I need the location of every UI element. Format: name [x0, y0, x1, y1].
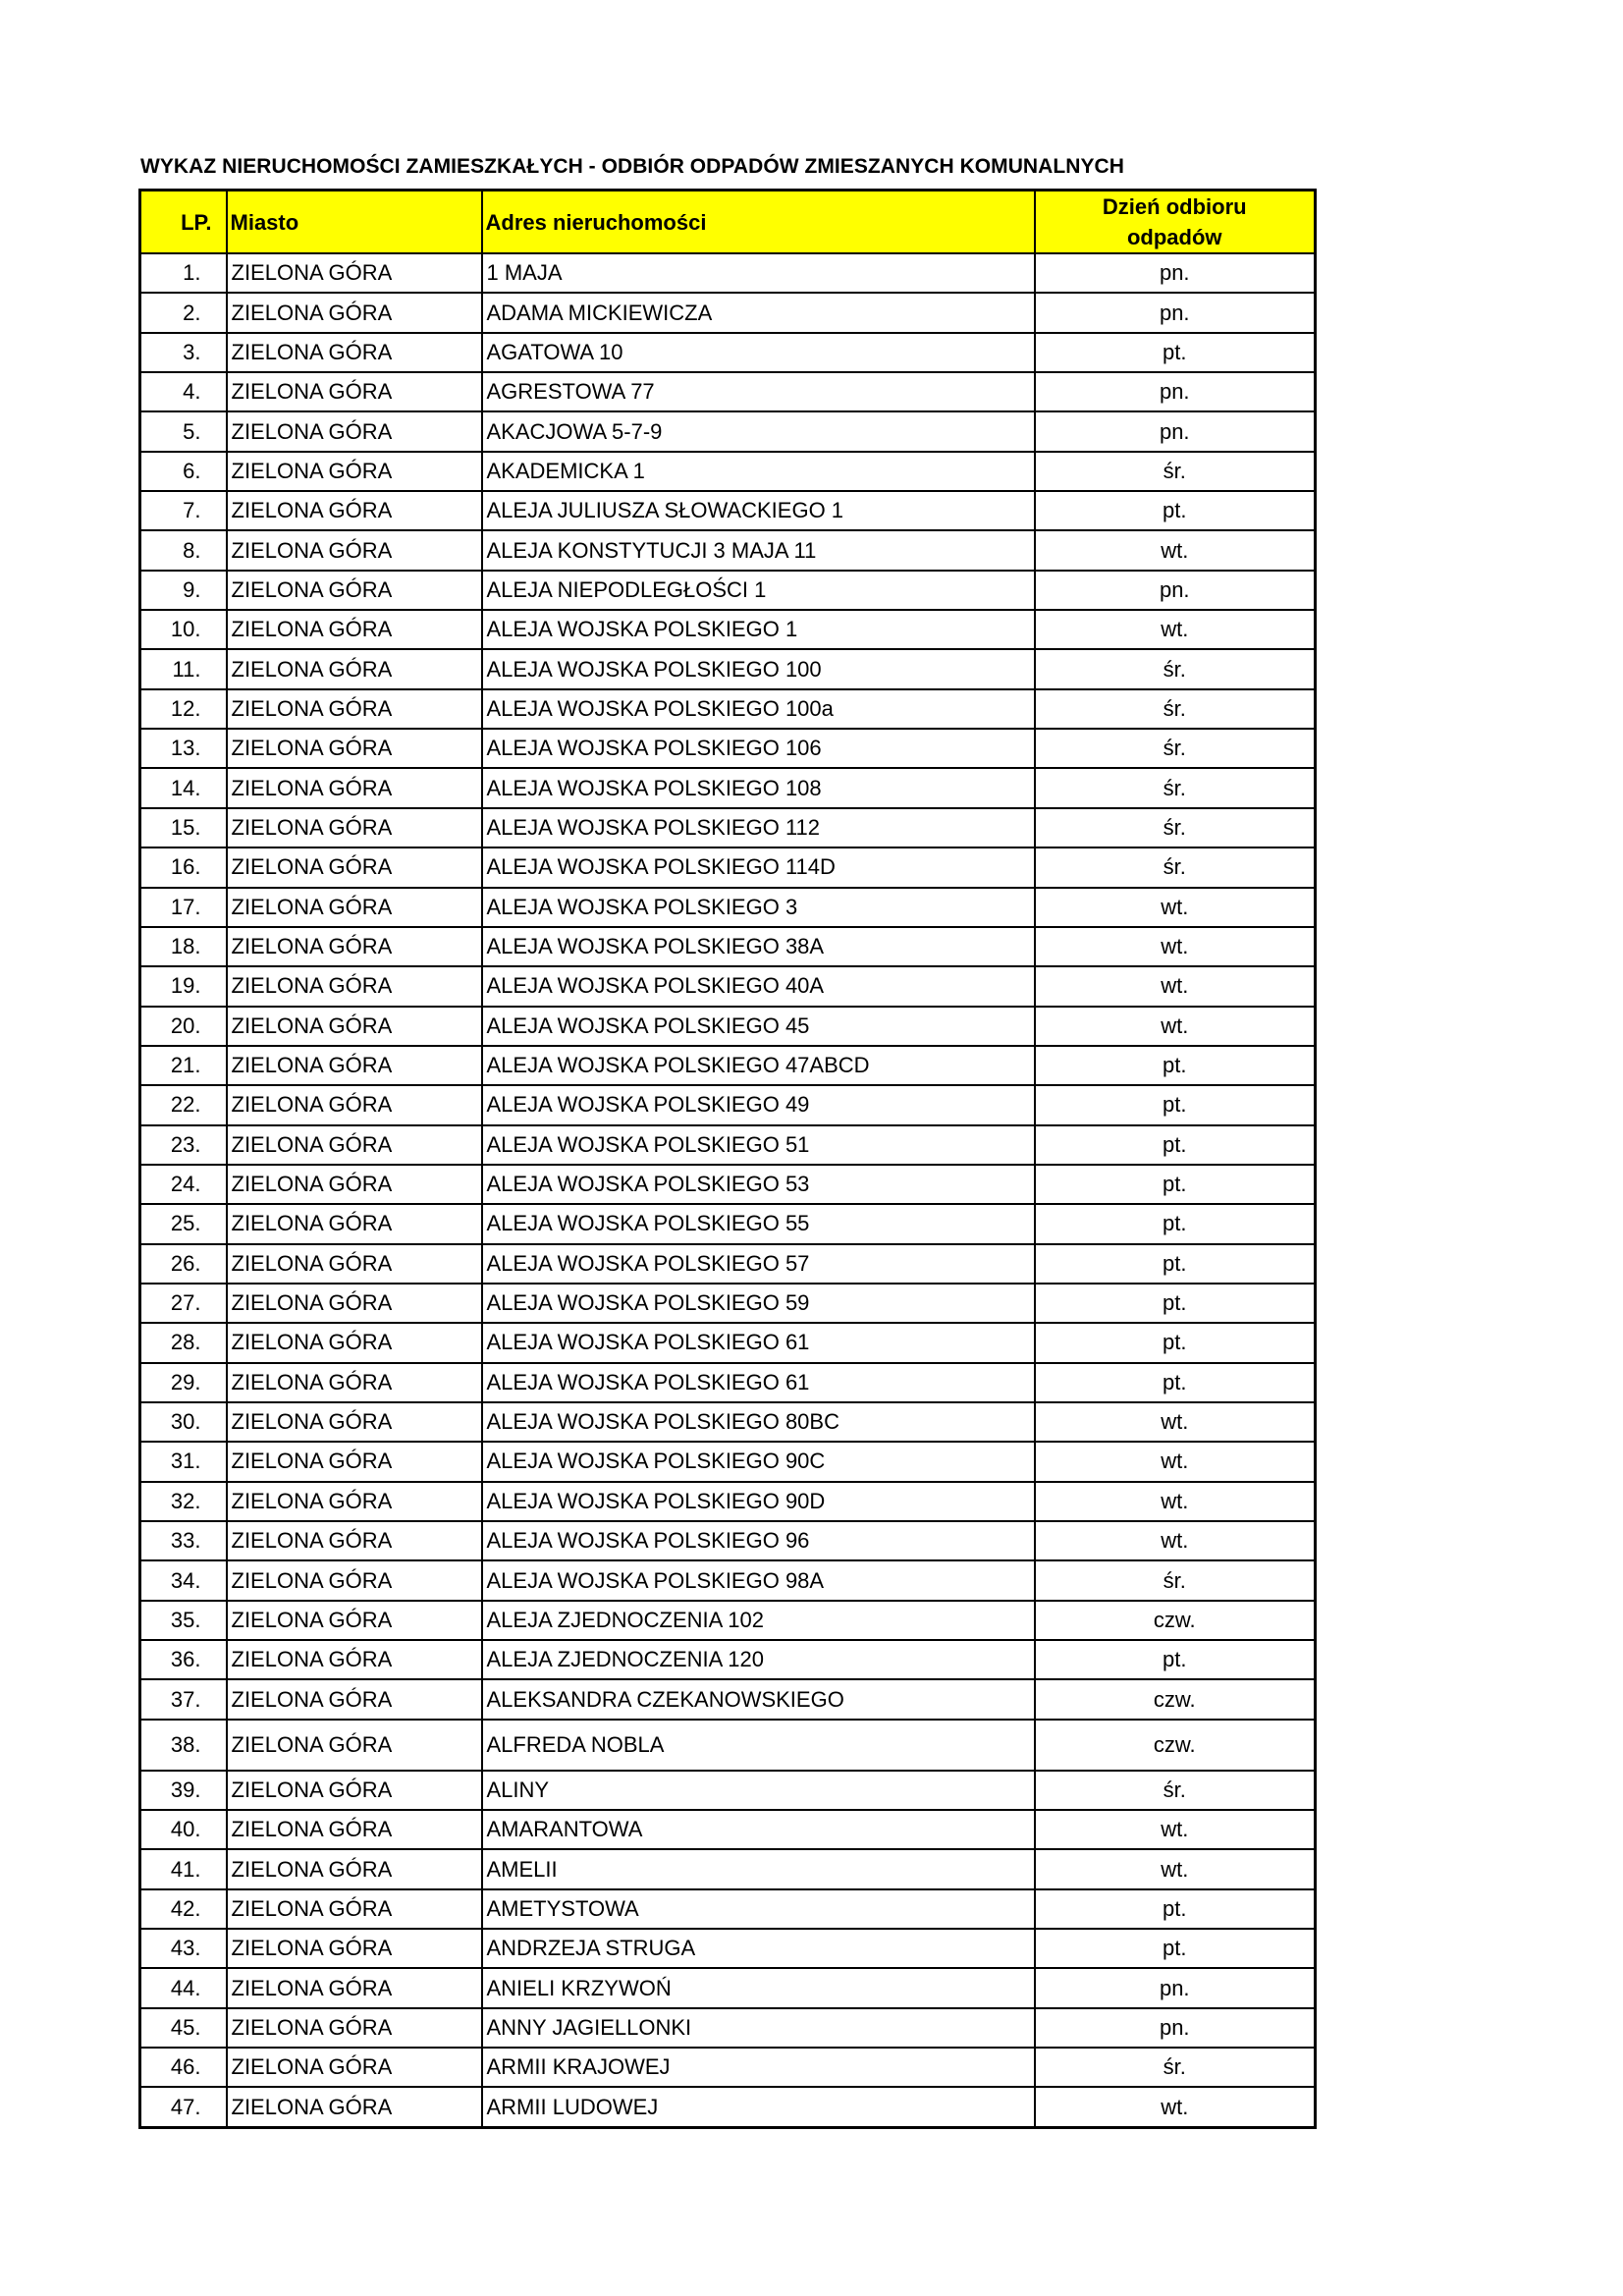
- row-collection-day-cell: czw.: [1035, 1720, 1316, 1771]
- row-address-cell: ALEJA WOJSKA POLSKIEGO 96: [482, 1521, 1035, 1560]
- row-address-cell: AGRESTOWA 77: [482, 372, 1035, 411]
- row-collection-day-cell: pt.: [1035, 1929, 1316, 1968]
- table-row: [140, 927, 1316, 966]
- table-row: [140, 808, 1316, 847]
- row-address-cell: 1 MAJA: [482, 253, 1035, 293]
- row-city-cell: ZIELONA GÓRA: [227, 689, 482, 729]
- row-lp-cell: 30.: [140, 1402, 227, 1442]
- column-header-collection-day-line1: Dzień odbioru: [1102, 194, 1247, 219]
- row-lp-cell: 19.: [140, 966, 227, 1006]
- table-row: [140, 1560, 1316, 1600]
- row-city-cell: ZIELONA GÓRA: [227, 2087, 482, 2127]
- row-address-cell: ALEJA WOJSKA POLSKIEGO 38A: [482, 927, 1035, 966]
- row-address-cell: ALEJA WOJSKA POLSKIEGO 100a: [482, 689, 1035, 729]
- row-lp-cell: 5.: [140, 411, 227, 451]
- row-address-cell: ALEJA WOJSKA POLSKIEGO 112: [482, 808, 1035, 847]
- table-row: [140, 1889, 1316, 1929]
- table-row: [140, 1968, 1316, 2007]
- row-city-cell: ZIELONA GÓRA: [227, 491, 482, 530]
- row-lp-cell: 34.: [140, 1560, 227, 1600]
- table-row: [140, 2008, 1316, 2048]
- row-lp-cell: 22.: [140, 1085, 227, 1124]
- row-collection-day-cell: pt.: [1035, 333, 1316, 372]
- row-city-cell: ZIELONA GÓRA: [227, 808, 482, 847]
- row-city-cell: ZIELONA GÓRA: [227, 888, 482, 927]
- row-collection-day-cell: śr.: [1035, 768, 1316, 807]
- row-lp-cell: 21.: [140, 1046, 227, 1085]
- row-collection-day-cell: czw.: [1035, 1679, 1316, 1719]
- waste-collection-table: [138, 189, 1317, 2129]
- row-collection-day-cell: śr.: [1035, 729, 1316, 768]
- row-collection-day-cell: pt.: [1035, 1046, 1316, 1085]
- table-row: [140, 1720, 1316, 1771]
- row-city-cell: ZIELONA GÓRA: [227, 927, 482, 966]
- row-city-cell: ZIELONA GÓRA: [227, 1720, 482, 1771]
- row-collection-day-cell: pt.: [1035, 1284, 1316, 1323]
- row-address-cell: ALEJA WOJSKA POLSKIEGO 57: [482, 1244, 1035, 1284]
- row-collection-day-cell: czw.: [1035, 1601, 1316, 1640]
- row-lp-cell: 35.: [140, 1601, 227, 1640]
- row-lp-cell: 8.: [140, 530, 227, 570]
- row-address-cell: ALEJA ZJEDNOCZENIA 102: [482, 1601, 1035, 1640]
- row-collection-day-cell: wt.: [1035, 1402, 1316, 1442]
- row-collection-day-cell: pt.: [1035, 1165, 1316, 1204]
- row-city-cell: ZIELONA GÓRA: [227, 768, 482, 807]
- row-address-cell: ANIELI KRZYWOŃ: [482, 1968, 1035, 2007]
- row-lp-cell: 31.: [140, 1442, 227, 1481]
- row-lp-cell: 23.: [140, 1125, 227, 1165]
- row-address-cell: ALEJA WOJSKA POLSKIEGO 1: [482, 610, 1035, 649]
- row-address-cell: ALEJA WOJSKA POLSKIEGO 90C: [482, 1442, 1035, 1481]
- row-collection-day-cell: wt.: [1035, 966, 1316, 1006]
- row-collection-day-cell: śr.: [1035, 808, 1316, 847]
- row-collection-day-cell: pt.: [1035, 1244, 1316, 1284]
- table-header-row: [140, 191, 1316, 254]
- row-collection-day-cell: śr.: [1035, 689, 1316, 729]
- row-city-cell: ZIELONA GÓRA: [227, 1771, 482, 1810]
- table-row: [140, 333, 1316, 372]
- row-city-cell: ZIELONA GÓRA: [227, 1482, 482, 1521]
- table-row: [140, 1204, 1316, 1243]
- row-lp-cell: 16.: [140, 847, 227, 887]
- row-city-cell: ZIELONA GÓRA: [227, 729, 482, 768]
- table-row: [140, 1810, 1316, 1849]
- row-address-cell: ALEJA WOJSKA POLSKIEGO 61: [482, 1323, 1035, 1362]
- row-collection-day-cell: wt.: [1035, 2087, 1316, 2127]
- row-collection-day-cell: wt.: [1035, 1521, 1316, 1560]
- row-lp-cell: 25.: [140, 1204, 227, 1243]
- row-lp-cell: 37.: [140, 1679, 227, 1719]
- row-lp-cell: 18.: [140, 927, 227, 966]
- row-city-cell: ZIELONA GÓRA: [227, 649, 482, 688]
- row-city-cell: ZIELONA GÓRA: [227, 372, 482, 411]
- row-city-cell: ZIELONA GÓRA: [227, 293, 482, 332]
- table-row: [140, 411, 1316, 451]
- table-row: [140, 253, 1316, 293]
- table-row: [140, 491, 1316, 530]
- row-address-cell: ALEJA JULIUSZA SŁOWACKIEGO 1: [482, 491, 1035, 530]
- row-city-cell: ZIELONA GÓRA: [227, 253, 482, 293]
- row-lp-cell: 4.: [140, 372, 227, 411]
- table-row: [140, 729, 1316, 768]
- row-collection-day-cell: pn.: [1035, 411, 1316, 451]
- row-address-cell: ALEJA WOJSKA POLSKIEGO 100: [482, 649, 1035, 688]
- row-city-cell: ZIELONA GÓRA: [227, 530, 482, 570]
- row-address-cell: ALEJA WOJSKA POLSKIEGO 40A: [482, 966, 1035, 1006]
- row-address-cell: ALEJA WOJSKA POLSKIEGO 55: [482, 1204, 1035, 1243]
- row-collection-day-cell: pt.: [1035, 1889, 1316, 1929]
- table-row: [140, 1125, 1316, 1165]
- table-body: [140, 253, 1316, 2127]
- row-lp-cell: 45.: [140, 2008, 227, 2048]
- row-address-cell: AGATOWA 10: [482, 333, 1035, 372]
- table-row: [140, 372, 1316, 411]
- row-lp-cell: 10.: [140, 610, 227, 649]
- row-collection-day-cell: wt.: [1035, 610, 1316, 649]
- row-address-cell: ARMII KRAJOWEJ: [482, 2048, 1035, 2087]
- row-lp-cell: 7.: [140, 491, 227, 530]
- row-address-cell: AMARANTOWA: [482, 1810, 1035, 1849]
- row-collection-day-cell: pn.: [1035, 571, 1316, 610]
- row-lp-cell: 13.: [140, 729, 227, 768]
- row-address-cell: ALEJA WOJSKA POLSKIEGO 106: [482, 729, 1035, 768]
- row-address-cell: ALEJA WOJSKA POLSKIEGO 98A: [482, 1560, 1035, 1600]
- row-city-cell: ZIELONA GÓRA: [227, 1849, 482, 1888]
- table-row: [140, 610, 1316, 649]
- row-lp-cell: 24.: [140, 1165, 227, 1204]
- row-city-cell: ZIELONA GÓRA: [227, 610, 482, 649]
- row-collection-day-cell: pn.: [1035, 1968, 1316, 2007]
- row-address-cell: ANNY JAGIELLONKI: [482, 2008, 1035, 2048]
- row-city-cell: ZIELONA GÓRA: [227, 452, 482, 491]
- row-lp-cell: 9.: [140, 571, 227, 610]
- row-address-cell: ADAMA MICKIEWICZA: [482, 293, 1035, 332]
- table-row: [140, 888, 1316, 927]
- row-address-cell: AKADEMICKA 1: [482, 452, 1035, 491]
- row-collection-day-cell: pt.: [1035, 1085, 1316, 1124]
- row-lp-cell: 28.: [140, 1323, 227, 1362]
- table-row: [140, 452, 1316, 491]
- table-row: [140, 1244, 1316, 1284]
- table-row: [140, 2048, 1316, 2087]
- row-collection-day-cell: śr.: [1035, 649, 1316, 688]
- row-collection-day-cell: pn.: [1035, 293, 1316, 332]
- row-address-cell: ALEJA WOJSKA POLSKIEGO 51: [482, 1125, 1035, 1165]
- table-row: [140, 1323, 1316, 1362]
- row-lp-cell: 42.: [140, 1889, 227, 1929]
- row-collection-day-cell: wt.: [1035, 1810, 1316, 1849]
- row-city-cell: ZIELONA GÓRA: [227, 333, 482, 372]
- table-row: [140, 1771, 1316, 1810]
- row-collection-day-cell: śr.: [1035, 1560, 1316, 1600]
- table-row: [140, 1482, 1316, 1521]
- row-lp-cell: 17.: [140, 888, 227, 927]
- row-lp-cell: 20.: [140, 1007, 227, 1046]
- table-row: [140, 1929, 1316, 1968]
- row-collection-day-cell: wt.: [1035, 927, 1316, 966]
- column-header-city: Miasto: [227, 191, 482, 254]
- table-row: [140, 1085, 1316, 1124]
- table-row: [140, 1284, 1316, 1323]
- row-lp-cell: 27.: [140, 1284, 227, 1323]
- row-city-cell: ZIELONA GÓRA: [227, 1560, 482, 1600]
- row-city-cell: ZIELONA GÓRA: [227, 1889, 482, 1929]
- row-address-cell: ALFREDA NOBLA: [482, 1720, 1035, 1771]
- row-address-cell: ALEJA WOJSKA POLSKIEGO 53: [482, 1165, 1035, 1204]
- row-city-cell: ZIELONA GÓRA: [227, 1679, 482, 1719]
- row-lp-cell: 3.: [140, 333, 227, 372]
- page-title: WYKAZ NIERUCHOMOŚCI ZAMIESZKAŁYCH - ODBIÓR ODPADÓW ZMIESZANYCH KOMUNALNYCH: [140, 155, 1124, 178]
- row-lp-cell: 1.: [140, 253, 227, 293]
- row-city-cell: ZIELONA GÓRA: [227, 1284, 482, 1323]
- row-collection-day-cell: wt.: [1035, 1849, 1316, 1888]
- row-city-cell: ZIELONA GÓRA: [227, 1402, 482, 1442]
- row-city-cell: ZIELONA GÓRA: [227, 1601, 482, 1640]
- row-city-cell: ZIELONA GÓRA: [227, 1442, 482, 1481]
- row-address-cell: ALEJA WOJSKA POLSKIEGO 59: [482, 1284, 1035, 1323]
- row-collection-day-cell: wt.: [1035, 1442, 1316, 1481]
- row-address-cell: AKACJOWA 5-7-9: [482, 411, 1035, 451]
- row-address-cell: AMETYSTOWA: [482, 1889, 1035, 1929]
- row-lp-cell: 6.: [140, 452, 227, 491]
- row-lp-cell: 15.: [140, 808, 227, 847]
- row-address-cell: ALEJA WOJSKA POLSKIEGO 45: [482, 1007, 1035, 1046]
- row-city-cell: ZIELONA GÓRA: [227, 1125, 482, 1165]
- row-lp-cell: 36.: [140, 1640, 227, 1679]
- row-lp-cell: 32.: [140, 1482, 227, 1521]
- row-collection-day-cell: pt.: [1035, 491, 1316, 530]
- row-collection-day-cell: wt.: [1035, 888, 1316, 927]
- row-address-cell: ALEJA KONSTYTUCJI 3 MAJA 11: [482, 530, 1035, 570]
- row-city-cell: ZIELONA GÓRA: [227, 1165, 482, 1204]
- row-city-cell: ZIELONA GÓRA: [227, 1521, 482, 1560]
- row-collection-day-cell: pt.: [1035, 1204, 1316, 1243]
- row-collection-day-cell: pt.: [1035, 1363, 1316, 1402]
- row-city-cell: ZIELONA GÓRA: [227, 571, 482, 610]
- column-header-address: Adres nieruchomości: [482, 191, 1035, 254]
- row-address-cell: ALEJA WOJSKA POLSKIEGO 114D: [482, 847, 1035, 887]
- table-row: [140, 966, 1316, 1006]
- table-row: [140, 1601, 1316, 1640]
- table-row: [140, 293, 1316, 332]
- row-city-cell: ZIELONA GÓRA: [227, 1929, 482, 1968]
- table-row: [140, 1442, 1316, 1481]
- row-lp-cell: 40.: [140, 1810, 227, 1849]
- row-lp-cell: 29.: [140, 1363, 227, 1402]
- row-city-cell: ZIELONA GÓRA: [227, 966, 482, 1006]
- row-collection-day-cell: pt.: [1035, 1323, 1316, 1362]
- row-city-cell: ZIELONA GÓRA: [227, 1810, 482, 1849]
- row-city-cell: ZIELONA GÓRA: [227, 2008, 482, 2048]
- row-address-cell: ALEJA WOJSKA POLSKIEGO 108: [482, 768, 1035, 807]
- row-lp-cell: 43.: [140, 1929, 227, 1968]
- row-address-cell: ALEJA WOJSKA POLSKIEGO 47ABCD: [482, 1046, 1035, 1085]
- row-address-cell: ANDRZEJA STRUGA: [482, 1929, 1035, 1968]
- column-header-lp: LP.: [140, 191, 227, 254]
- table-row: [140, 1849, 1316, 1888]
- table-row: [140, 768, 1316, 807]
- row-collection-day-cell: pn.: [1035, 2008, 1316, 2048]
- row-lp-cell: 41.: [140, 1849, 227, 1888]
- row-collection-day-cell: śr.: [1035, 1771, 1316, 1810]
- table-row: [140, 1165, 1316, 1204]
- table-row: [140, 530, 1316, 570]
- row-city-cell: ZIELONA GÓRA: [227, 1204, 482, 1243]
- row-address-cell: AMELII: [482, 1849, 1035, 1888]
- table-row: [140, 1402, 1316, 1442]
- row-lp-cell: 38.: [140, 1720, 227, 1771]
- row-city-cell: ZIELONA GÓRA: [227, 1007, 482, 1046]
- table-row: [140, 571, 1316, 610]
- table-row: [140, 1679, 1316, 1719]
- row-city-cell: ZIELONA GÓRA: [227, 1640, 482, 1679]
- row-address-cell: ARMII LUDOWEJ: [482, 2087, 1035, 2127]
- row-city-cell: ZIELONA GÓRA: [227, 847, 482, 887]
- row-city-cell: ZIELONA GÓRA: [227, 2048, 482, 2087]
- row-collection-day-cell: wt.: [1035, 1482, 1316, 1521]
- row-lp-cell: 47.: [140, 2087, 227, 2127]
- row-city-cell: ZIELONA GÓRA: [227, 411, 482, 451]
- row-address-cell: ALEJA ZJEDNOCZENIA 120: [482, 1640, 1035, 1679]
- row-collection-day-cell: pn.: [1035, 372, 1316, 411]
- column-header-collection-day: [1035, 191, 1316, 254]
- row-city-cell: ZIELONA GÓRA: [227, 1363, 482, 1402]
- row-address-cell: ALEJA WOJSKA POLSKIEGO 3: [482, 888, 1035, 927]
- row-city-cell: ZIELONA GÓRA: [227, 1244, 482, 1284]
- table-row: [140, 1363, 1316, 1402]
- row-lp-cell: 12.: [140, 689, 227, 729]
- row-lp-cell: 11.: [140, 649, 227, 688]
- table-row: [140, 689, 1316, 729]
- row-collection-day-cell: pn.: [1035, 253, 1316, 293]
- row-address-cell: ALINY: [482, 1771, 1035, 1810]
- row-lp-cell: 33.: [140, 1521, 227, 1560]
- row-address-cell: ALEKSANDRA CZEKANOWSKIEGO: [482, 1679, 1035, 1719]
- row-collection-day-cell: pt.: [1035, 1125, 1316, 1165]
- row-lp-cell: 2.: [140, 293, 227, 332]
- row-address-cell: ALEJA WOJSKA POLSKIEGO 61: [482, 1363, 1035, 1402]
- table-row: [140, 1521, 1316, 1560]
- row-collection-day-cell: wt.: [1035, 530, 1316, 570]
- row-address-cell: ALEJA WOJSKA POLSKIEGO 80BC: [482, 1402, 1035, 1442]
- row-lp-cell: 39.: [140, 1771, 227, 1810]
- row-collection-day-cell: śr.: [1035, 2048, 1316, 2087]
- row-lp-cell: 44.: [140, 1968, 227, 2007]
- row-city-cell: ZIELONA GÓRA: [227, 1085, 482, 1124]
- row-collection-day-cell: śr.: [1035, 452, 1316, 491]
- row-collection-day-cell: pt.: [1035, 1640, 1316, 1679]
- row-address-cell: ALEJA WOJSKA POLSKIEGO 90D: [482, 1482, 1035, 1521]
- column-header-collection-day-line2: odpadów: [1126, 225, 1222, 249]
- row-address-cell: ALEJA WOJSKA POLSKIEGO 49: [482, 1085, 1035, 1124]
- row-city-cell: ZIELONA GÓRA: [227, 1968, 482, 2007]
- table-row: [140, 649, 1316, 688]
- row-lp-cell: 26.: [140, 1244, 227, 1284]
- table-row: [140, 1007, 1316, 1046]
- row-address-cell: ALEJA NIEPODLEGŁOŚCI 1: [482, 571, 1035, 610]
- row-city-cell: ZIELONA GÓRA: [227, 1046, 482, 1085]
- row-city-cell: ZIELONA GÓRA: [227, 1323, 482, 1362]
- row-collection-day-cell: wt.: [1035, 1007, 1316, 1046]
- table-row: [140, 1046, 1316, 1085]
- row-lp-cell: 14.: [140, 768, 227, 807]
- table-row: [140, 2087, 1316, 2127]
- table-row: [140, 847, 1316, 887]
- table-row: [140, 1640, 1316, 1679]
- row-collection-day-cell: śr.: [1035, 847, 1316, 887]
- row-lp-cell: 46.: [140, 2048, 227, 2087]
